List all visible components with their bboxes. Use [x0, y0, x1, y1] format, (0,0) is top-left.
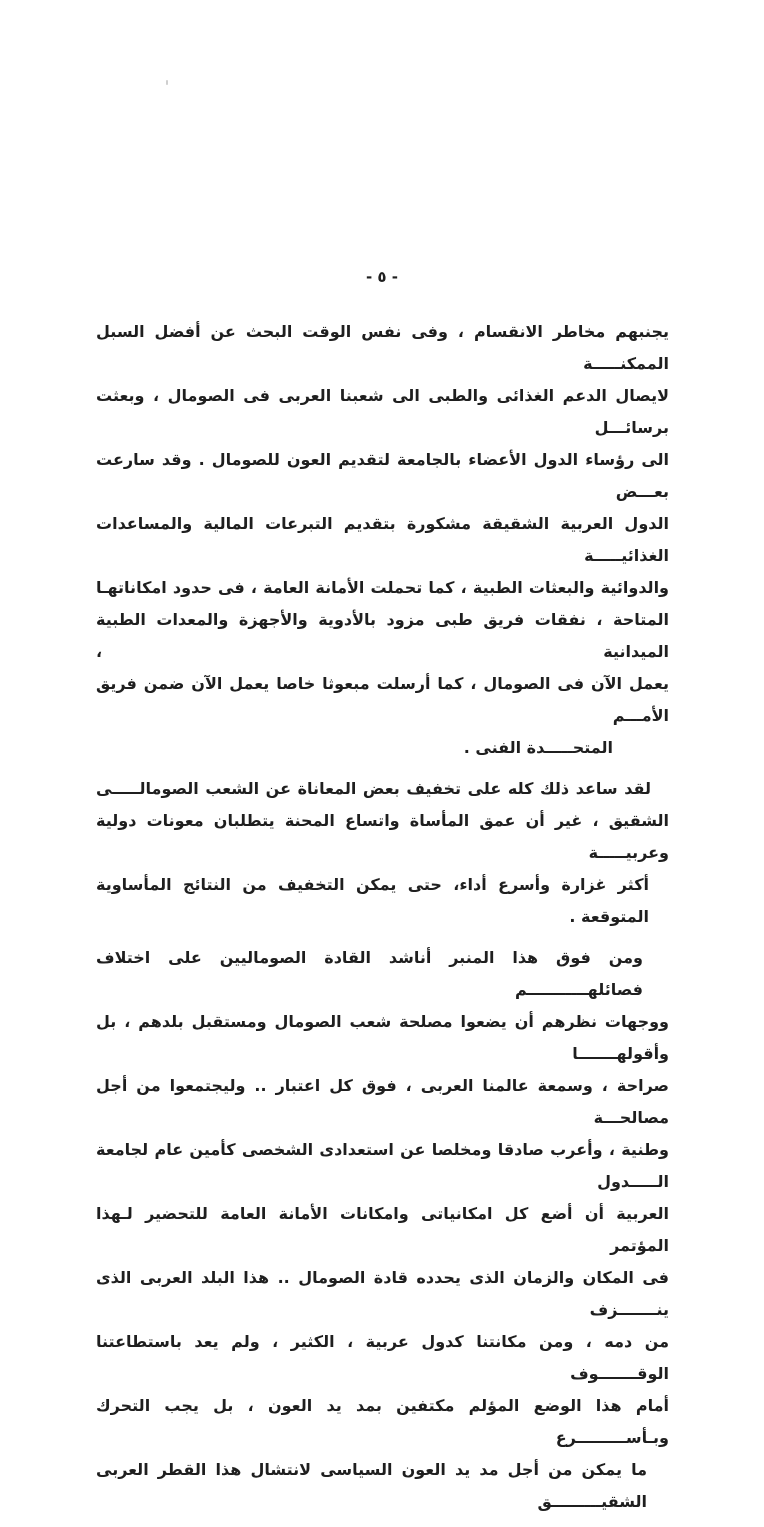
text-line: والدوائية والبعثات الطبية ، كما تحملت الأمانة العامة ، فى حدود امكاناتهـا [96, 578, 669, 597]
text-line: الشقيق ، غير أن عمق المأساة واتساع المحنة يتطلبان معونات دولية وعربيـــــة [96, 811, 669, 862]
text-line: الدول العربية الشقيقة مشكورة بتقديم التبرعات المالية والمساعدات الغذائيـــــة [96, 514, 669, 565]
text-line: من دمه ، ومن مكانتنا كدول عربية ، الكثير ، ولم يعد باستطاعتنا الوقـــــــوف [96, 1332, 669, 1383]
paragraph-1 [96, 316, 669, 764]
text-line: صراحة ، وسمعة عالمنا العربى ، فوق كل اعتبار .. وليجتمعوا من أجل مصالحـــة [96, 1076, 669, 1127]
text-line: فى المكان والزمان الذى يحدده قادة الصومال .. هذا البلد العربى الذى ينـــــــزف [96, 1268, 669, 1319]
paragraph-2 [96, 773, 669, 933]
text-line: ووجهات نظرهم أن يضعوا مصلحة شعب الصومال ومستقبل بلدهم ، بل وأقولهـــــــا [96, 1012, 669, 1063]
text-line: ما يمكن من أجل مد يد العون السياسى لانتشال هذا القطر العربى الشقيـــــــــق [96, 1460, 647, 1511]
text-line: أكثر غزارة وأسرع أداء، حتى يمكن التخفيف من النتائج المأساوية المتوقعة . [96, 875, 649, 926]
text-line: ومن فوق هذا المنبر أناشد القادة الصوماليين على اختلاف فصائلهـــــــــــم [96, 948, 643, 999]
text-line: لقد ساعد ذلك كله على تخفيف بعض المعاناة عن الشعب الصومالـــــى [96, 779, 651, 798]
text-line: المتاحة ، نفقات فريق طبى مزود بالأدوية والأجهزة والمعدات الطبية الميدانية ، [96, 610, 669, 661]
page-number: - ٥ - [365, 268, 399, 286]
text-line: العربية أن أضع كل امكانياتى وامكانات الأمانة العامة للتحضير لـهذا المؤتمر [96, 1204, 669, 1255]
text-line: أمام هذا الوضع المؤلم مكتفين بمد يد العون ، بل يجب التحرك وبـأســـــــــرع [96, 1396, 669, 1447]
text-block [96, 316, 669, 1527]
scan-artifact-dot [166, 80, 168, 85]
text-line: وطنية ، وأعرب صادقا ومخلصا عن استعدادى الشخصى كأمين عام لجامعة الـــــدول [96, 1140, 669, 1191]
paragraph-3 [96, 942, 669, 1518]
text-line: المتحـــــدة الفنى . [463, 738, 613, 757]
text-line: يجنبهم مخاطر الانقسام ، وفى نفس الوقت البحث عن أفضل السبل الممكنـــــة [96, 322, 669, 373]
text-line: لايصال الدعم الغذائى والطبى الى شعبنا العربى فى الصومال ، وبعثت برسائـــل [96, 386, 669, 437]
text-line: يعمل الآن فى الصومال ، كما أرسلت مبعوثا خاصا يعمل الآن ضمن فريق الأمـــم [96, 674, 669, 725]
text-line: الى رؤساء الدول الأعضاء بالجامعة لتقديم العون للصومال . وقد سارعت بعـــض [96, 450, 669, 501]
